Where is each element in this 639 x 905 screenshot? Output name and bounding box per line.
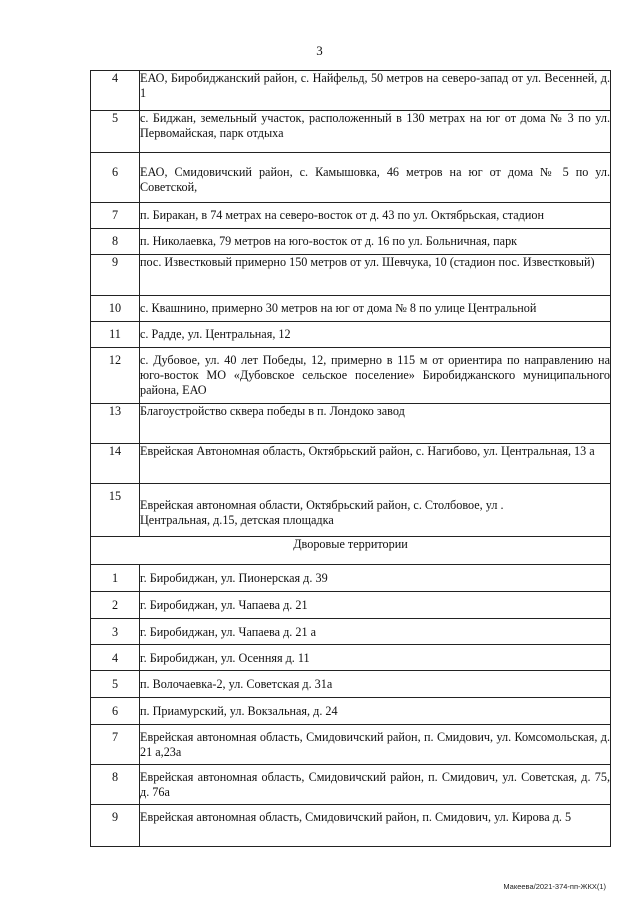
row-number: 8 [91,229,140,255]
row-address: Благоустройство сквера победы в п. Лондоко завод [140,404,611,444]
row-address: с. Биджан, земельный участок, расположенный в 130 метрах на юг от дома № 3 по ул. Первомайская, парк отдыха [140,111,611,153]
row-number: 8 [91,765,140,805]
row-number: 3 [91,619,140,645]
row-number: 5 [91,671,140,698]
page-number: 3 [316,43,323,58]
row-address: Еврейская автономная область, Смидовичский район, п. Смидович, ул. Комсомольская, д. 21 а,23а [140,725,611,765]
row-address: пос. Известковый примерно 150 метров от ул. Шевчука, 10 (стадион пос. Известковый) [140,255,611,296]
row-address: г. Биробиджан, ул. Пионерская д. 39 [140,565,611,592]
row-number: 7 [91,725,140,765]
row-address: п. Николаевка, 79 метров на юго-восток от д. 16 по ул. Больничная, парк [140,229,611,255]
table-row [91,111,611,153]
table-row [91,153,611,203]
row-address: Еврейская автономная область, Смидовичский район, п. Смидович, ул. Кирова д. 5 [140,805,611,847]
row-address: г. Биробиджан, ул. Чапаева д. 21 [140,592,611,619]
row-address: ЕАО, Смидовичский район, с. Камышовка, 46 метров на юг от дома № 5 по ул. Советской, [140,153,611,203]
row-number: 5 [91,111,140,153]
row-address: п. Волочаевка-2, ул. Советская д. 31а [140,671,611,698]
row-number: 9 [91,255,140,296]
row-address: г. Биробиджан, ул. Осенняя д. 11 [140,645,611,671]
row-number: 1 [91,565,140,592]
row-number: 4 [91,645,140,671]
row-address: Еврейская Автономная область, Октябрьский район, с. Нагибово, ул. Центральная, 13 а [140,444,611,484]
row-number: 4 [91,71,140,111]
table-row [91,565,611,592]
row-number: 6 [91,698,140,725]
table-row [91,698,611,725]
row-address-line: Центральная, д.15, детская площадка [140,513,334,527]
table-row [91,484,611,537]
row-number: 14 [91,444,140,484]
row-address: п. Приамурский, ул. Вокзальная, д. 24 [140,698,611,725]
table-row [91,592,611,619]
row-number: 12 [91,348,140,404]
row-address [140,484,611,537]
document-code: Макеева/2021-374-пп-ЖКХ(1) [503,882,606,891]
row-number: 6 [91,153,140,203]
table-row [91,805,611,847]
table-row [91,671,611,698]
row-number: 15 [91,484,140,537]
table-row [91,71,611,111]
row-address: с. Дубовое, ул. 40 лет Победы, 12, примерно в 115 м от ориентира по направлению на юго-восток МО «Дубовское сельское поселение» Биробиджанского муниципального района, ЕАО [140,348,611,404]
table-row [91,725,611,765]
section-row [91,537,611,565]
table-row [91,348,611,404]
row-address: с. Квашнино, примерно 30 метров на юг от дома № 8 по улице Центральной [140,296,611,322]
table-row [91,645,611,671]
row-address-line: Еврейская автономная области, Октябрьский район, с. Столбовое, ул . [140,498,504,512]
row-number: 2 [91,592,140,619]
section-title: Дворовые территории [91,537,611,565]
table-row [91,296,611,322]
table-row [91,203,611,229]
table-row [91,229,611,255]
row-address: с. Радде, ул. Центральная, 12 [140,322,611,348]
row-number: 7 [91,203,140,229]
table-row [91,619,611,645]
row-address: ЕАО, Биробиджанский район, с. Найфельд, 50 метров на северо-запад от ул. Весенней, д. 1 [140,71,611,111]
row-number: 13 [91,404,140,444]
table-row [91,444,611,484]
row-number: 10 [91,296,140,322]
table-row [91,322,611,348]
row-address: г. Биробиджан, ул. Чапаева д. 21 а [140,619,611,645]
row-address: п. Биракан, в 74 метрах на северо-восток от д. 43 по ул. Октябрьская, стадион [140,203,611,229]
table-row [91,765,611,805]
row-number: 9 [91,805,140,847]
row-address: Еврейская автономная область, Смидовичский район, п. Смидович, ул. Советская, д. 75, д. 76а [140,765,611,805]
locations-table [90,70,611,847]
table-row [91,404,611,444]
table-row [91,255,611,296]
row-number: 11 [91,322,140,348]
